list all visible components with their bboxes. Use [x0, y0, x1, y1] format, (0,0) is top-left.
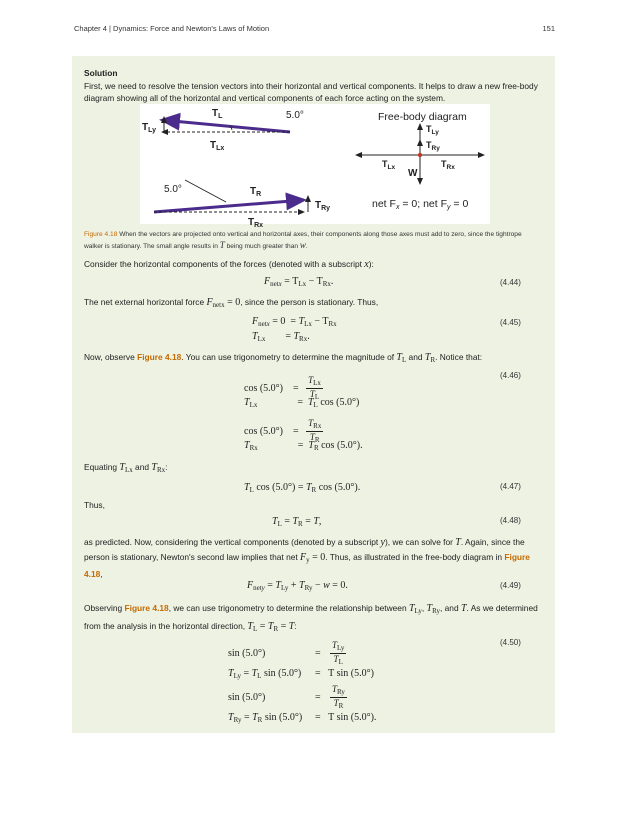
angle-bottom-label: 5.0°: [164, 184, 182, 195]
figure-caption: Figure 4.18 When the vectors are projected onto vertical and horizontal axes, their components along those axes must add to zero, since the tightrope walker is stationary. The small angle results in T being much greater than w.: [84, 231, 522, 250]
svg-text:TLx: $T_{Lx}$: [382, 159, 396, 171]
horizontal-components-text: Consider the horizontal components of the forces (denoted with a subscript x):: [84, 259, 374, 270]
equation-4-50-line2: $T_{Ly} = T_L$ sin (5.0°): [228, 668, 302, 680]
trx-label: Rx: [254, 222, 264, 229]
svg-text:TRy: $T_{Ry}$: [315, 200, 331, 212]
equation-number-4-47: (4.47): [500, 482, 521, 491]
equating-text: Equating $T_{Lx}$ and $T_{Rx}$:: [84, 462, 168, 474]
trigonometry-text: Now, observe Figure 4.18. You can use trigonometry to determine the magnitude of $T_L$ and $T_R$. Notice that:: [84, 352, 483, 364]
angle-top-label: 5.0°: [286, 110, 304, 121]
tlx-label: Lx: [216, 145, 225, 152]
svg-text:TRx: $T_{Rx}$: [441, 159, 455, 171]
equation-4-50-line3: sin (5.0°): [228, 692, 266, 703]
equation-4-47: $T_L$ $\cos (5.0^\circ) = T_R$ cos (5.0°).: [244, 482, 361, 494]
equation-4-45-line2: $T_{Lx}$ = $T_{Rx}$.: [252, 331, 310, 343]
svg-text:TRy: $T_{Ry}$: [426, 140, 440, 152]
equation-number-4-50: (4.50): [500, 638, 521, 647]
svg-text:TL: $T_L$: [212, 108, 223, 120]
vector-diagram: [140, 104, 490, 229]
equation-4-50-line1-frac: $\frac{T_{Ly}}{T_L}$: [332, 640, 345, 666]
try-label: Ry: [321, 205, 331, 212]
equation-4-44: $F_{netx} = T_{Lx} - T_{Rx}$.: [264, 276, 334, 288]
equation-4-45-line1: $F_{netx} = 0 = T_{Lx} - T_{Rx}$: [252, 316, 337, 328]
solution-intro-paragraph: First, we need to resolve the tension vectors into their horizontal and vertical components. It helps to draw a new free-body diagram showing all of the horizontal and vertical components of each force acting on the system.: [84, 81, 538, 103]
equation-number-4-44: (4.44): [500, 278, 521, 287]
equation-number-4-49: (4.49): [500, 581, 521, 590]
equation-4-50-line4-rhs: = T sin (5.0°).: [315, 712, 377, 723]
equation-4-46-line4: $T_{Rx}$ = $T_R$ cos (5.0°).: [244, 440, 363, 452]
equation-4-50-line1: sin (5.0°): [228, 648, 266, 659]
equation-4-50-line4: $T_{Ry} = T_R$ sin (5.0°): [228, 712, 303, 724]
thus-text: Thus,: [84, 500, 105, 510]
net-force-equation: net Fx = 0; net Fy = 0: [372, 198, 469, 211]
tl-label: T: [212, 108, 219, 119]
equation-number-4-46: (4.46): [500, 371, 521, 380]
rope-line: [185, 180, 226, 202]
tly-label: Ly: [148, 127, 157, 134]
equation-4-46-line3: cos (5.0°) = $\frac{T_{Rx}}{T_R}$: [244, 418, 322, 444]
net-horizontal-force-text: The net external horizontal force $F_{netx} = 0$, since the person is stationary. Thus,: [84, 297, 379, 309]
equation-4-50-line3-eq: =: [315, 692, 321, 703]
equation-4-50-line3-frac: $\frac{T_{Ry}}{T_R}$: [332, 684, 345, 710]
equation-4-46-line1: cos (5.0°) = $\frac{T_{Lx}}{T_L}$: [244, 375, 321, 401]
svg-text:TLy: $T_{Ly}$: [426, 124, 439, 136]
equation-4-46-line2: $T_{Lx}$ = $T_L$ cos (5.0°): [244, 397, 360, 409]
fbd-title: Free-body diagram: [378, 111, 467, 123]
equation-4-48: $T_L = T_R = T$,: [272, 516, 322, 528]
equation-number-4-48: (4.48): [500, 516, 521, 525]
equation-4-50-line1-eq: =: [315, 648, 321, 659]
equation-4-50-line2-rhs: = T sin (5.0°): [315, 668, 374, 679]
equation-number-4-45: (4.45): [500, 318, 521, 327]
solution-heading: Solution: [84, 68, 118, 78]
figure-4-18: [140, 104, 490, 229]
tr-label: T: [250, 186, 257, 197]
page-number: 151: [542, 24, 555, 33]
svg-text:TLy: $T_{Ly}$: [142, 122, 157, 134]
tl-vector: [162, 120, 290, 132]
fbd-weight-label: W: [408, 168, 418, 179]
fbd-center-dot: [418, 153, 422, 157]
svg-text:TR: $T_R$: [250, 186, 262, 198]
vertical-components-paragraph: as predicted. Now, considering the vertical components (denoted by a subscript y), we can solve for T. Again, since the person is stationary, Newton's second law implies that net $F_y = 0$. Thus, as illustrated in the free-body diagram in Figure 4.18,: [84, 537, 530, 579]
observing-paragraph: Observing Figure 4.18, we can use trigonometry to determine the relationship between $T_{Ly}$, $T_{Ry}$, and T. As we determined from the analysis in the horizontal direction, $T_L = T_R = T$:: [84, 603, 538, 633]
chapter-header: Chapter 4 | Dynamics: Force and Newton's Laws of Motion: [74, 24, 270, 33]
tr-vector: [154, 200, 304, 212]
equation-4-49: $F_{nety} = T_{Ly} + T_{Ry} - w = 0$.: [247, 580, 348, 592]
svg-text:TRx: $T_{Rx}$: [248, 217, 264, 229]
svg-text:TLx: $T_{Lx}$: [210, 140, 225, 152]
